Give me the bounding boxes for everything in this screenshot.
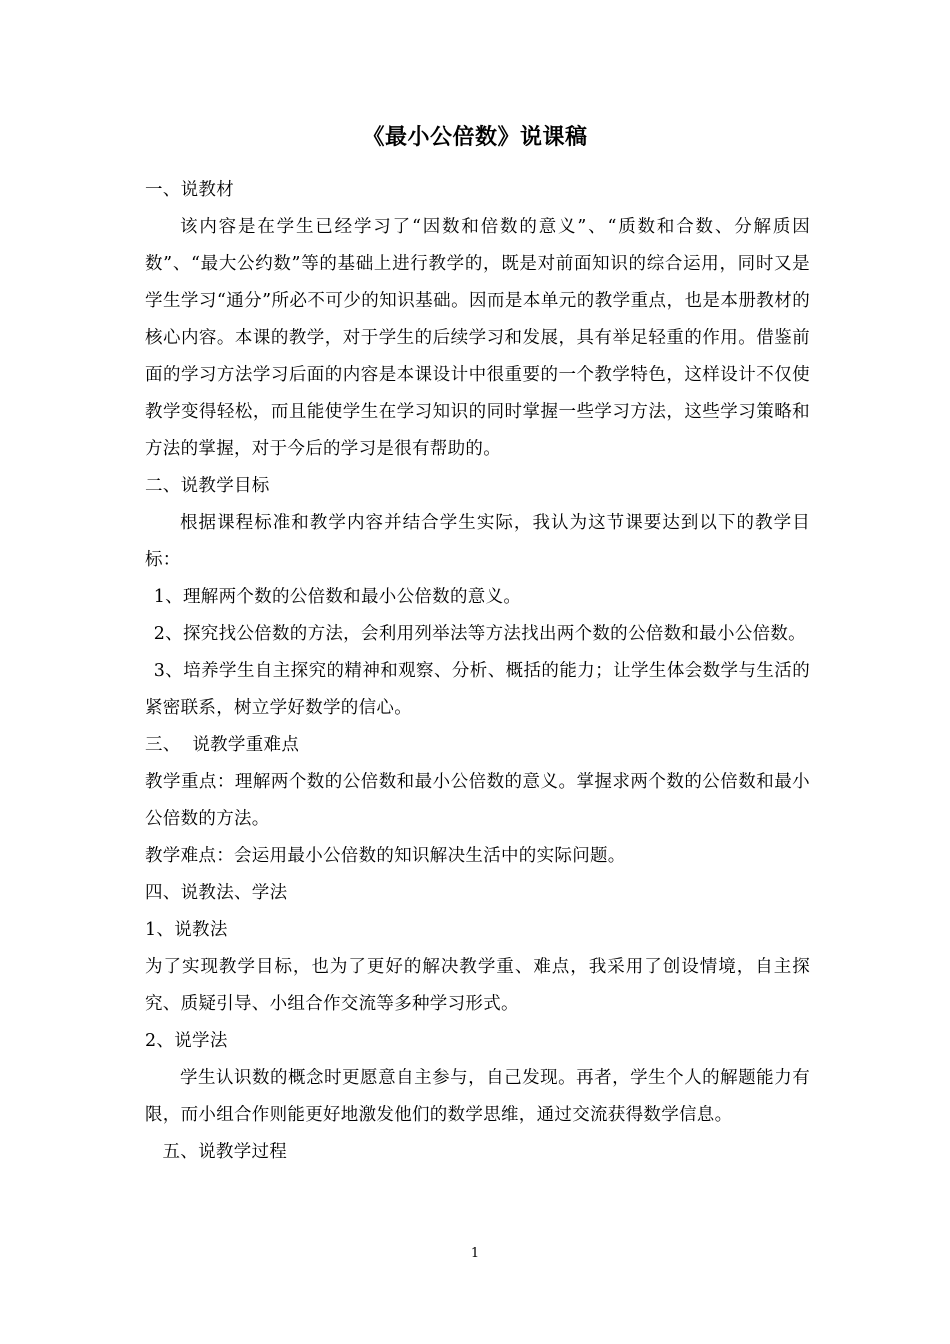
goal-item-1: 1、理解两个数的公倍数和最小公倍数的意义。 [153, 587, 522, 607]
paragraph-difficult-point: 教学难点：会运用最小公倍数的知识解决生活中的实际问题。 [145, 846, 626, 866]
paragraph-learning-method: 学生认识数的概念时更愿意自主参与，自己发现。再者，学生个人的解题能力有限，而小组合作则能更好地激发他们的数学思维，通过交流获得数学信息。 [145, 1068, 810, 1125]
goal-item-3: 3、培养学生自主探究的精神和观察、分析、概括的能力；让学生体会数学与生活的紧密联系，树立学好数学的信心。 [145, 661, 810, 718]
paragraph-teaching-method: 为了实现教学目标，也为了更好的解决教学重、难点，我采用了创设情境，自主探究、质疑引导、小组合作交流等多种学习形式。 [145, 957, 810, 1014]
section-heading-textbook: 一、说教材 [145, 180, 234, 200]
paragraph-key-point: 教学重点：理解两个数的公倍数和最小公倍数的意义。掌握求两个数的公倍数和最小公倍数的方法。 [145, 772, 810, 829]
page-number: 1 [470, 1246, 480, 1261]
document-body [145, 172, 810, 1171]
section-heading-process: 五、说教学过程 [162, 1142, 288, 1162]
document-title: 《最小公倍数》说课稿 [362, 124, 588, 150]
paragraph-goals-intro: 根据课程标准和教学内容并结合学生实际，我认为这节课要达到以下的教学目标： [145, 513, 810, 570]
subheading-teaching-method: 1、说教法 [145, 920, 228, 940]
section-heading-goals: 二、说教学目标 [145, 476, 270, 496]
section-heading-methods: 四、说教法、学法 [145, 883, 288, 903]
paragraph-textbook: 该内容是在学生已经学习了“因数和倍数的意义”、“质数和合数、分解质因数”、“最大公约数”等的基础上进行教学的，既是对前面知识的综合运用，同时又是学生学习“通分”所必不可少的知识基础。因而是本单元的教学重点，也是本册教材的核心内容。本课的教学，对于学生的后续学习和发展，具有举足轻重的作用。借鉴前面的学习方法学习后面的内容是本课设计中很重要的一个教学特色，这样设计不仅使教学变得轻松，而且能使学生在学习知识的同时掌握一些学习方法，这些学习策略和方法的掌握，对于今后的学习是很有帮助的。 [145, 217, 810, 459]
subheading-learning-method: 2、说学法 [145, 1031, 228, 1051]
section-heading-key-points: 三、 说教学重难点 [145, 735, 300, 755]
goal-item-2: 2、探究找公倍数的方法，会利用列举法等方法找出两个数的公倍数和最小公倍数。 [153, 624, 806, 644]
